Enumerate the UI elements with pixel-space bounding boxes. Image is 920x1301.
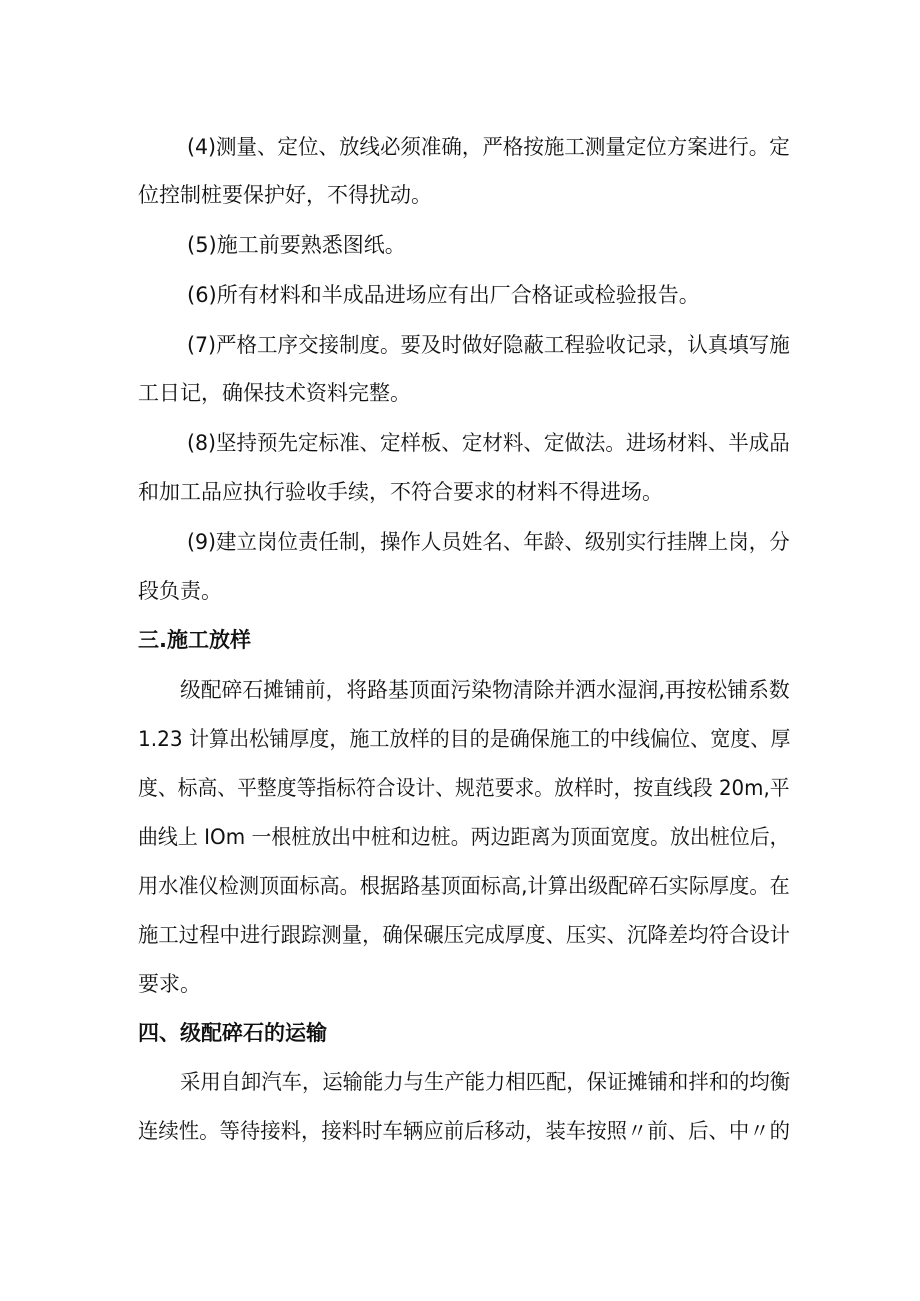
paragraph-9-line-2: 段负责。 — [138, 579, 222, 603]
section-heading-4: 四、级配碎石的运输 — [138, 1021, 327, 1045]
section-4-line-2: 连续性。等待接料，接料时车辆应前后移动，装车按照〃前、后、中〃的 — [138, 1119, 790, 1143]
paragraph-9-line-1: (9)建立岗位责任制，操作人员姓名、年龄、级别实行挂牌上岗，分 — [187, 530, 790, 554]
paragraph-7-line-2: 工日记，确保技术资料完整。 — [138, 381, 411, 405]
section-3-line-1: 级配碎石摊铺前，将路基顶面污染物清除并洒水湿润,再按松铺系数 — [180, 678, 790, 702]
paragraph-4-line-1: (4)测量、定位、放线必须准确，严格按施工测量定位方案进行。定 — [187, 135, 790, 159]
paragraph-8-line-2: 和加工品应执行验收手续，不符合要求的材料不得进场。 — [138, 480, 663, 504]
section-3-line-4: 曲线上 IOm 一根桩放出中桩和边桩。两边距离为顶面宽度。放出桩位后， — [138, 825, 790, 849]
section-3-line-2: 1.23 计算出松铺厚度，施工放样的目的是确保施工的中线偏位、宽度、厚 — [138, 727, 791, 751]
paragraph-4-line-2: 位控制桩要保护好，不得扰动。 — [138, 183, 432, 207]
paragraph-7-line-1: (7)严格工序交接制度。要及时做好隐蔽工程验收记录，认真填写施 — [187, 333, 790, 357]
section-3-line-6: 施工过程中进行跟踪测量，确保碾压完成厚度、压实、沉降差均符合设计 — [138, 923, 790, 947]
section-3-line-5: 用水准仪检测顶面标高。根据路基顶面标高,计算出级配碎石实际厚度。在 — [138, 874, 790, 898]
section-3-line-3: 度、标高、平整度等指标符合设计、规范要求。放样时，按直线段 20m,平 — [138, 776, 790, 800]
section-heading-3: 三.施工放样 — [138, 628, 251, 652]
paragraph-5: (5)施工前要熟悉图纸。 — [187, 233, 406, 257]
paragraph-8-line-1: (8)坚持预先定标准、定样板、定材料、定做法。进场材料、半成品 — [187, 431, 790, 455]
section-3-line-7: 要求。 — [138, 972, 201, 996]
paragraph-6: (6)所有材料和半成品进场应有出厂合格证或检验报告。 — [187, 283, 700, 307]
section-4-line-1: 采用自卸汽车，运输能力与生产能力相匹配，保证摊铺和拌和的均衡 — [180, 1070, 791, 1094]
